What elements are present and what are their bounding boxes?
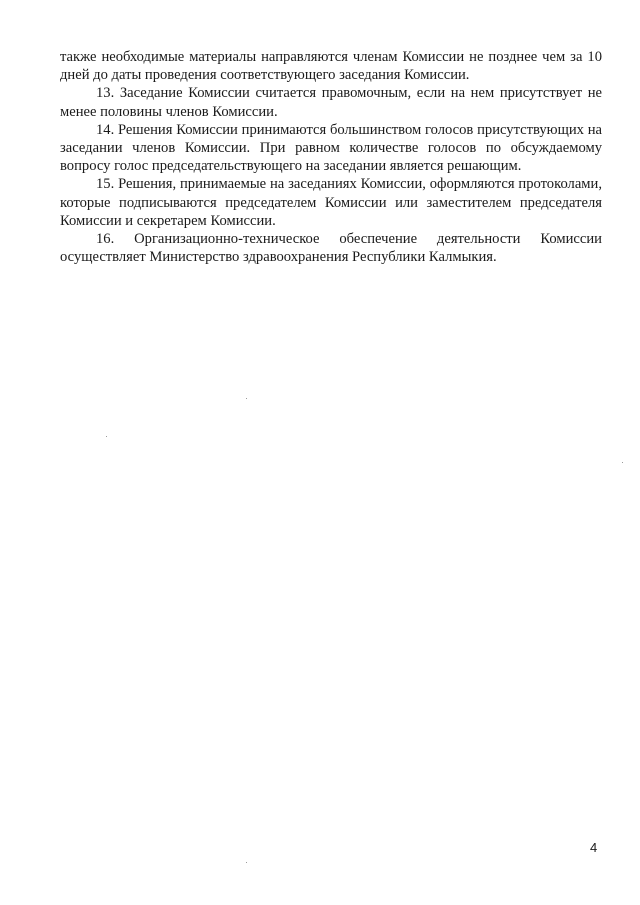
scan-speck (106, 436, 107, 437)
paragraph-16: 16. Организационно-техническое обеспечение деятельности Комиссии осуществляет Министерство здравоохранения Республики Калмыкия. (60, 231, 602, 266)
document-body (60, 48, 602, 266)
paragraph-continuation: также необходимые материалы направляются членам Комиссии не позднее чем за 10 дней до даты проведения соответствующего заседания Комиссии. (60, 49, 602, 84)
paragraph-13: 13. Заседание Комиссии считается правомочным, если на нем присутствует не менее половины членов Комиссии. (60, 85, 602, 120)
scan-speck (622, 462, 623, 463)
page-number: 4 (590, 840, 598, 855)
scan-speck (246, 398, 247, 399)
paragraph-14: 14. Решения Комиссии принимаются большинством голосов присутствующих на заседании членов Комиссии. При равном количестве голосов по обсуждаемому вопросу голос председательствующего на заседании является решающим. (60, 121, 602, 175)
paragraph-15: 15. Решения, принимаемые на заседаниях Комиссии, оформляются протоколами, которые подписываются председателем Комиссии или заместителем председателя Комиссии и секретарем Комиссии. (60, 176, 602, 229)
scan-speck (246, 862, 247, 863)
